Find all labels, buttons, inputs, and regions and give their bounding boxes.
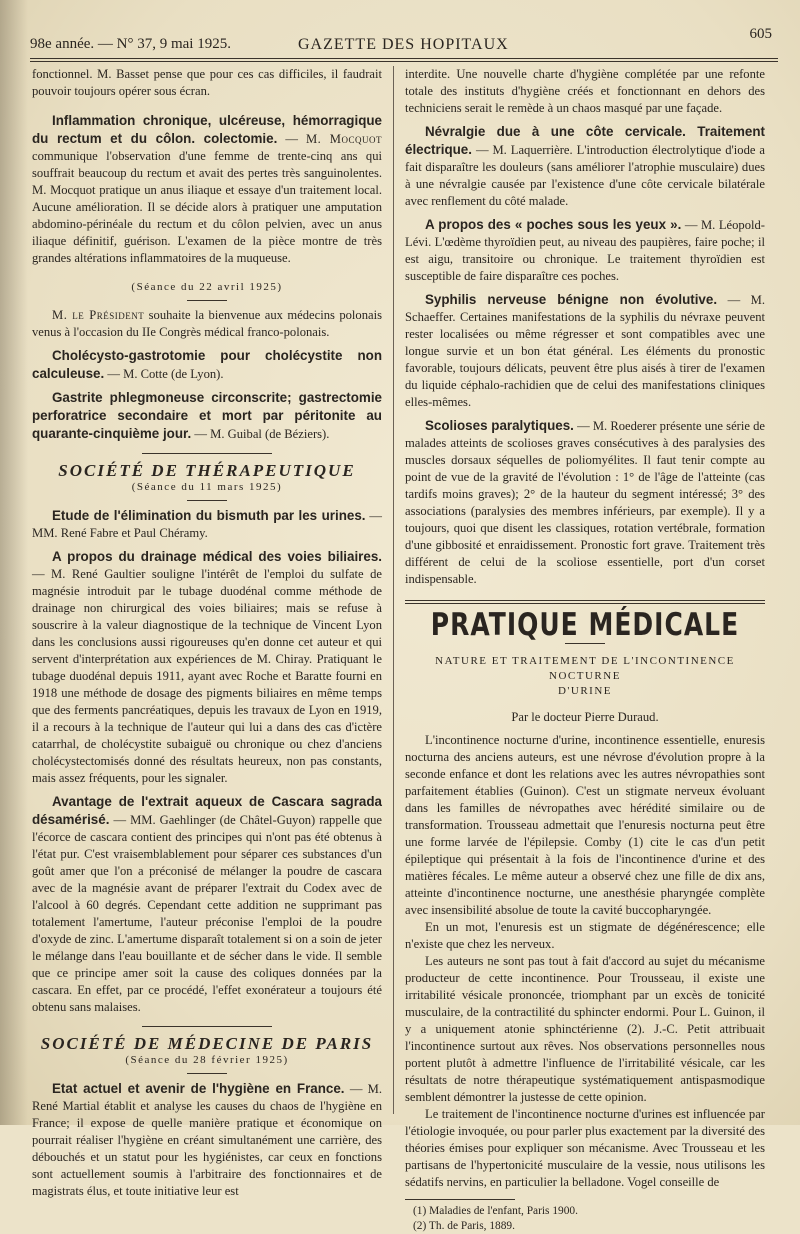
article [32,507,382,542]
article [32,793,382,1016]
article-title: Névralgie due à une côte cervicale. Traitement électrique. [405,124,765,157]
article [405,291,765,411]
footnote-rule [405,1199,515,1200]
article-title: Cholécysto-gastrotomie pour cholécystite non calculeuse. [32,348,382,381]
article [405,123,765,210]
article-author: — MM. René Fabre et Paul Chéramy. [32,509,382,540]
article [405,417,765,588]
article-author: M. Mocquot [305,132,382,146]
page-number: 605 [749,26,772,42]
column-divider [393,66,394,1114]
president-name: M. le Président [52,308,145,322]
article [405,216,765,285]
section-heading: PRATIQUE MÉDICALE [430,606,740,643]
article-title: Syphilis nerveuse bénigne non évolutive. [425,292,718,307]
article-title: A propos du drainage médical des voies biliaires. [52,549,382,564]
article-body: communique l'observation d'une femme de trente-cinq ans qui souffrait beaucoup du rectum et avait des pertes très sanguinolentes. M. Mocquot pratique un anus iliaque et essaye d'un traitement local. Aucune amélioration. Il se décide alors à pratiquer une amputation abdomino-périnéale du rectum et du côlon pelvien, avec un anus iliaque définitif, guérison. L'examen de la pièce montre de très grandes altérations inflammatoires de la muqueuse. [32,149,382,265]
article-body: souhaite la bienvenue aux médecins polonais venus à l'occasion du IIe Congrès médical franco-polonais. [32,308,382,339]
right-column [405,66,765,1234]
article-body: — M. Léopold-Lévi. L'œdème thyroïdien peut, au niveau des paupières, faire poche; il est aigu, transitoire ou chronique. Le traitement thyroïdien est susceptible de faire disparaître ces poches. [405,218,765,283]
article-title: Avantage de l'extrait aqueux de Cascara sagrada désamérisé. [32,794,382,827]
article [32,1080,382,1200]
article-title: Etude de l'élimination du bismuth par les urines. [52,508,366,523]
section-rule [405,600,765,604]
article-heading [405,654,765,699]
article-author: — M. Guibal (de Béziers). [194,427,330,441]
header-rule [30,58,778,62]
footnote: (2) Th. de Paris, 1889. [413,1220,515,1232]
article-heading-line: D'URINE [557,685,613,697]
article-body: — M. Schaeffer. Certaines manifestations de la syphilis du névraxe peuvent rester localisées ou même régresser et sont compatibles avec une longue survie et un bon état général. Les éléments du pronostic favorable, toujours délicats, peuvent être plus aisés à tirer de l'examen du liquide céphalo-rachidien que de celui des manifestations cliniques elles-mêmes. [405,293,765,409]
paragraph: fonctionnel. M. Basset pense que pour ces cas difficiles, il faudrait pouvoir toujours opérer sous écran. [32,67,382,98]
issue-info: 98e année. — N° 37, 9 mai 1925. [30,36,231,52]
article-heading-line: NATURE ET TRAITEMENT DE L'INCONTINENCE NOCTURNE [435,655,735,682]
article [32,307,382,341]
paragraph: Les auteurs ne sont pas tout à fait d'accord au sujet du mécanisme producteur de cette incontinence. Pour Trousseau, il existe une irritabilité vésicale prononcée, triomphant par un excès de tonicité musculaire, de la contractilité du sphincter endormi. Pour L. Guinon, il y a uniquement atonie sphinctérienne (2). J.-C. Petit attribuait l'incontinence surtout aux rêves. Nos observations personnelles nous portent plutôt à admettre l'influence de l'irritabilité vésicale, car les résultats de notre thérapeutique systématiquement antispasmodique semblent démontrer la justesse de cette opinion. [405,954,765,1104]
session-date: (Séance du 28 février 1925) [125,1054,289,1066]
byline: Par le docteur Pierre Duraud. [511,710,659,724]
article-body: — M. Roederer présente une série de malades atteints de scolioses graves consécutives à des paralysies des muscles dorsaux séquelles de poliomyélites. Il faut tenir compte au point de vue de la gravité de l'évolution : 1° de l'âge de l'atteinte (cas tardifs moins graves); 2° de la hauteur du segment intéressé; 3° des associations (paralysies des membres inférieurs, par exemple). Il y a toujours, quoi que disent les classiques, rotation vertébrale, formation d'une gibbosité et enraidissement. Pronostic fort grave. Traitement très différent de celui de la scoliose essentielle, port d'un corset indispensable. [405,419,765,586]
paragraph: interdite. Une nouvelle charte d'hygiène complétée par une refonte totale des instituts d'hygiène créés et fonctionnant en dehors des techniciens serait le remède à un chaos masqué par une façade. [405,67,765,115]
paragraph: L'incontinence nocturne d'urine, incontinence essentielle, enuresis nocturna des anciens auteurs, est une névrose d'évolution propre à la seconde enfance et dont les relations avec les autres névropathies sont parfaitement établies (Guinon). C'est un stigmate nerveux évoluant dans les familles de névropathes avec hérédité similaire ou de transformation. Trousseau admettait que l'enuresis nocturna peut être une forme larvée de l'épilepsie. Comby (1) cite le cas d'un petit épileptique qui présentait à la fois de l'incontinence d'urine et des matières fécales. Le même auteur a observé chez une fille de dix ans, atteinte d'incontinence nocturne, une anesthésie pharyngée complète avec insensibilité absolue de toute la cavité buccopharyngée. [405,733,765,917]
article [32,389,382,443]
page-header [28,22,780,62]
left-column [32,66,382,1200]
article-author: — M. Cotte (de Lyon). [107,367,224,381]
journal-title: GAZETTE DES HOPITAUX [298,36,509,53]
article-title: Gastrite phlegmoneuse circonscrite; gastrectomie perforatrice secondaire et mort par péritonite au quarante-cinquième jour. [32,390,382,441]
article-body: — M. Laquerrière. L'introduction électrolytique d'iode a fait disparaître les douleurs (sans améliorer l'atrophie musculaire) dues à une névralgie causée par l'existence d'une côte cervicale bilatérale avec renflement du côté malade. [405,143,765,208]
session-date: (Séance du 22 avril 1925) [131,281,283,293]
society-heading: SOCIÉTÉ DE THÉRAPEUTIQUE [58,461,356,480]
session-date: (Séance du 11 mars 1925) [131,481,283,493]
article-body: — M. René Martial établit et analyse les causes du chaos de l'hygiène en France; il expose de quelle manière pratique et économique on pourrait réaliser l'hygiène en créant simultanément une carrière, des débouchés et un statut pour les hygiénistes, car ceux en fonctions sont actuellement soumis à l'arbitraire des fonctionnaires et de magistrats élus, et toute initiative leur est [32,1082,383,1198]
paragraph: Le traitement de l'incontinence nocturne d'urines est influencée par l'étiologie invoquée, ou pour parler plus exactement par la diversité des théories émises pour expliquer son mécanisme. Avec Trousseau et les partisans de l'hypertonicité musculaire de la vessie, nous utilisons les sédatifs nervins, en particulier la belladone. Vogel conseille de [405,1107,765,1189]
article-title: Scolioses paralytiques. [425,418,574,433]
article-title: Inflammation chronique, ulcéreuse, hémorragique du rectum et du côlon. colectomie. [32,113,382,146]
article [32,548,382,787]
article-title: A propos des « poches sous les yeux ». [425,217,682,232]
paragraph: En un mot, l'enuresis est un stigmate de dégénérescence; elle n'existe que chez les nerveux. [405,920,765,951]
binding-shadow [0,0,28,1125]
footnote: (1) Maladies de l'enfant, Paris 1900. [413,1205,578,1217]
article-body: — MM. Gaehlinger (de Châtel-Guyon) rappelle que l'écorce de cascara contient des principes qui n'ont pas été obtenus à l'état pur. C'est vraisemblablement pour séparer ces substances d'un goût amer que l'on a préconisé de mélanger la poudre de cascara avec de la magnésie avant de préparer l'extrait du Codex avec de l'alcool à 60 degrés. Cependant cette addition ne supprimant pas totalement l'amertume, l'auteur préconise l'emploi de la poudre d'oxyde de zinc. L'amertume disparaît totalement si on a soin de jeter le mélange dans l'eau bouillante et de sécher dans le vide. Il semble que ce principe amer soit la cause des coliques données par la cascara. En effet, par ce procédé, l'effet exonérateur a toujours été obtenu sans malaises. [32,813,383,1014]
article [32,347,382,383]
article-body: — M. René Gaultier souligne l'intérêt de l'emploi du sulfate de magnésie introduit par le tubage duodénal comme méthode de drainage non chirurgical des voies biliaires; mais se refuse à souscrire à la valeur diagnostique de la technique de Vincent Lyon dans les conclusions aussi rigoureuses qu'en donne cet auteur et qui servent d'interprétation aux expériences de M. Chiray. Pratiquant le tubage duodénal depuis 1911, ayant avec Roche et Baratte fourni en 1918 une méthode de dosage des pigments biliaires en même temps que des ferments pancréatiques, depuis les travaux de Lyon en 1919, il a recours à la technique de l'auteur qui lui a dans des cas d'ictère catarrhal, de cholécystite subaiguë ou chronique ou chez d'anciens cholécystectomisés donné des résultats heureux, non pas constants, mais assez fréquents, pour les signaler. [32,567,382,785]
article-title: Etat actuel et avenir de l'hygiène en France. [52,1081,345,1096]
society-heading: SOCIÉTÉ DE MÉDECINE DE PARIS [40,1034,374,1053]
article: Inflammation chronique, ulcéreuse, hémorragique du rectum et du côlon. colectomie. — M. Mocquot communique l'observation d'une femme de trente-cinq ans qui souffrait beaucoup du rectum et avait des pertes très sanguinolentes. M. Mocquot pratique un anus iliaque et essaye d'un traitement local. Aucune amélioration. Il se décide alors à pratiquer une amputation abdomino-périnéale du rectum et du côlon pelvien, avec un anus iliaque définitif, guérison. L'examen de la pièce montre de très grandes altérations inflammatoires de la muqueuse. [32,113,382,265]
